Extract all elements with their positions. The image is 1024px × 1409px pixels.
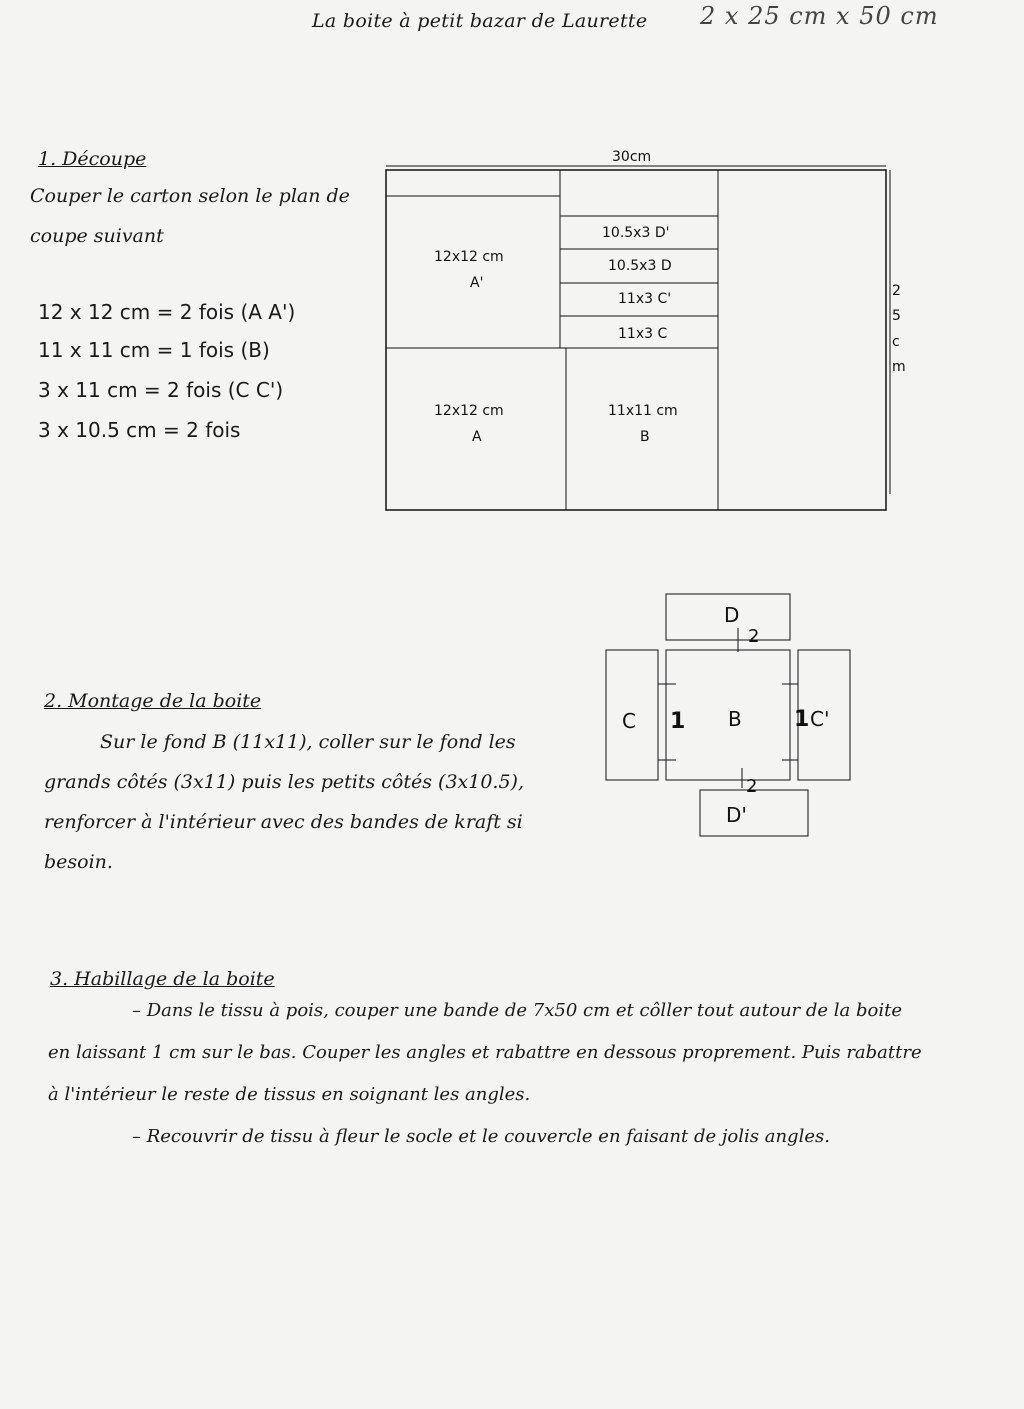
habillage-line: – Recouvrir de tissu à fleur le socle et le couvercle en faisant de jolis angles. (132, 1126, 830, 1147)
habillage-text (48, 990, 988, 1158)
piece-label-center: B (728, 707, 742, 731)
montage-line: Sur le fond B (11x11), coller sur le fond les (100, 731, 516, 753)
intro-line: Couper le carton selon le plan de (30, 185, 350, 207)
habillage-line: – Dans le tissu à pois, couper une bande de 7x50 cm et côller tout autour de la boite (132, 1000, 902, 1021)
piece-size: 12x12 cm (434, 403, 504, 419)
piece-label-top: D (724, 603, 740, 627)
spec-line: 3 x 10.5 cm = 2 fois (38, 418, 241, 442)
spec-line: 12 x 12 cm = 2 fois (A A') (38, 300, 296, 324)
step-number: 2 (748, 626, 760, 647)
habillage-line: en laissant 1 cm sur le bas. Couper les angles et rabattre en dessous proprement. Puis rabattre (48, 1042, 922, 1063)
height-label-char: 5 (892, 308, 901, 324)
height-label-char: c (892, 334, 900, 350)
strip-label: 10.5x3 D (608, 258, 672, 274)
piece-size: 11x11 cm (608, 403, 678, 419)
width-label: 30cm (612, 149, 652, 165)
montage-line: grands côtés (3x11) puis les petits côtés (3x10.5), (44, 771, 525, 793)
intro-line: coupe suivant (30, 225, 164, 247)
height-label-char: m (892, 359, 906, 375)
section-heading-habillage: 3. Habillage de la boite (50, 968, 275, 990)
step-number: 2 (746, 776, 758, 797)
habillage-line: à l'intérieur le reste de tissus en soignant les angles. (48, 1084, 531, 1105)
montage-line: renforcer à l'intérieur avec des bandes de kraft si (44, 811, 523, 833)
piece-label-left: C (622, 709, 636, 733)
assembly-diagram (600, 590, 900, 850)
page-title: La boite à petit bazar de Laurette (312, 10, 648, 32)
montage-line: besoin. (44, 851, 113, 873)
strip-label: 11x3 C (618, 326, 668, 342)
montage-text (44, 722, 584, 882)
piece-label-bottom: D' (726, 803, 747, 827)
piece-name: B (640, 429, 650, 445)
dimension-note: 2 x 25 cm x 50 cm (700, 2, 939, 30)
piece-label-right: C' (810, 707, 830, 731)
step-number: 1 (794, 707, 810, 732)
strip-label: 11x3 C' (618, 291, 672, 307)
piece-name: A' (470, 275, 484, 291)
spec-line: 11 x 11 cm = 1 fois (B) (38, 338, 270, 362)
cutting-plan-diagram (380, 140, 906, 520)
piece-size: 12x12 cm (434, 249, 504, 265)
decoupe-intro (30, 176, 350, 256)
height-label-char: 2 (892, 283, 901, 299)
section-heading-decoupe: 1. Découpe (38, 148, 147, 170)
piece-name: A (472, 429, 482, 445)
spec-line: 3 x 11 cm = 2 fois (C C') (38, 378, 284, 402)
section-heading-montage: 2. Montage de la boite (44, 690, 262, 712)
strip-label: 10.5x3 D' (602, 225, 670, 241)
step-number: 1 (670, 709, 686, 734)
